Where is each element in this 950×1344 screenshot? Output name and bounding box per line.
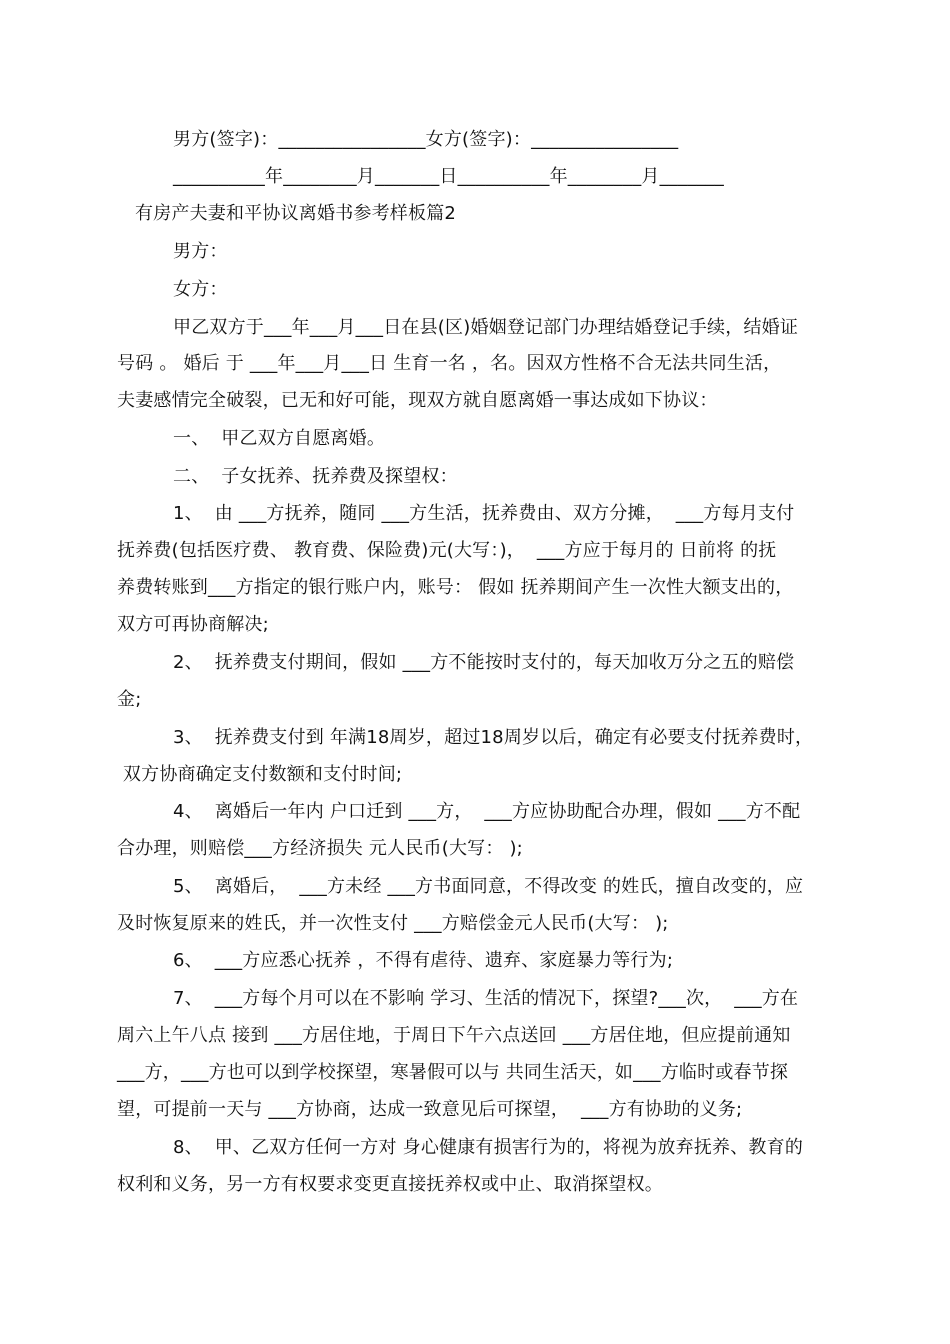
item-1-line: 1、 由 ___方抚养，随同 ___方生活，抚养费由、双方分摊， ___方每月支付	[173, 503, 795, 524]
wife-label: 女方：	[173, 279, 228, 300]
item-7-line: 望，可提前一天与 ___方协商，达成一致意见后可探望， ___方有协助的义务;	[117, 1099, 743, 1120]
item-2-line: 2、 抚养费支付期间，假如 ___方不能按时支付的，每天加收万分之五的赔偿	[173, 652, 795, 673]
item-4-line: 合办理，则赔偿___方经济损失 元人民币(大写： );	[117, 838, 523, 859]
item-6-line: 6、 ___方应悉心抚养 ，不得有虐待、遗弃、家庭暴力等行为;	[173, 950, 674, 971]
item-7-line: 7、 ___方每个月可以在不影响 学习、生活的情况下，探望?___次， ___方在	[173, 988, 799, 1009]
item-5-line: 5、 离婚后， ___方未经 ___方书面同意，不得改变 的姓氏，擅自改变的，应	[173, 876, 804, 897]
item-3-line: 双方协商确定支付数额和支付时间;	[117, 764, 403, 785]
intro-line: 甲乙双方于___年___月___日在县(区)婚姻登记部门办理结婚登记手续，结婚证	[173, 317, 799, 338]
item-3-line: 3、 抚养费支付到 年满18周岁，超过18周岁以后，确定有必要支付抚养费时，	[173, 727, 814, 748]
item-1-line: 抚养费(包括医疗费、 教育费、保险费)元(大写：)， ___方应于每月的 日前将 的抚	[117, 540, 777, 561]
item-7-line: ___方，___方也可以到学校探望，寒暑假可以与 共同生活天，如___方临时或春节探	[117, 1062, 789, 1083]
item-8-line: 权利和义务，另一方有权要求变更直接抚养权或中止、取消探望权。	[117, 1174, 663, 1195]
intro-line: 号码 。 婚后 于 ___年___月___日 生育一名 ，名。因双方性格不合无法共同生活，	[117, 353, 782, 374]
item-7-line: 周六上午八点 接到 ___方居住地，于周日下午六点送回 ___方居住地，但应提前通知	[117, 1025, 791, 1046]
intro-line: 夫妻感情完全破裂，已无和好可能，现双方就自愿离婚一事达成如下协议：	[117, 390, 718, 411]
item-4-line: 4、 离婚后一年内 户口迁到 ___方， ___方应协助配合办理，假如 ___方不配	[173, 801, 801, 822]
section-title: 有房产夫妻和平协议离婚书参考样板篇2	[135, 203, 457, 224]
item-1-line: 双方可再协商解决;	[117, 614, 269, 635]
date-line: __________年________月_______日__________年________月_______	[173, 166, 724, 187]
clause-two: 二、 子女抚养、抚养费及探望权：	[173, 466, 458, 487]
item-8-line: 8、 甲、乙双方任何一方对 身心健康有损害行为的，将视为放弃抚养、教育的	[173, 1137, 804, 1158]
signature-line: 男方(签字)：________________女方(签字)：________________	[173, 129, 679, 150]
item-1-line: 养费转账到___方指定的银行账户内，账号： 假如 抚养期间产生一次性大额支出的，	[117, 577, 794, 598]
item-5-line: 及时恢复原来的姓氏，并一次性支付 ___方赔偿金元人民币(大写： );	[117, 913, 669, 934]
husband-label: 男方：	[173, 241, 228, 262]
item-2-line: 金;	[117, 689, 142, 710]
clause-one: 一、 甲乙双方自愿离婚。	[173, 428, 386, 449]
